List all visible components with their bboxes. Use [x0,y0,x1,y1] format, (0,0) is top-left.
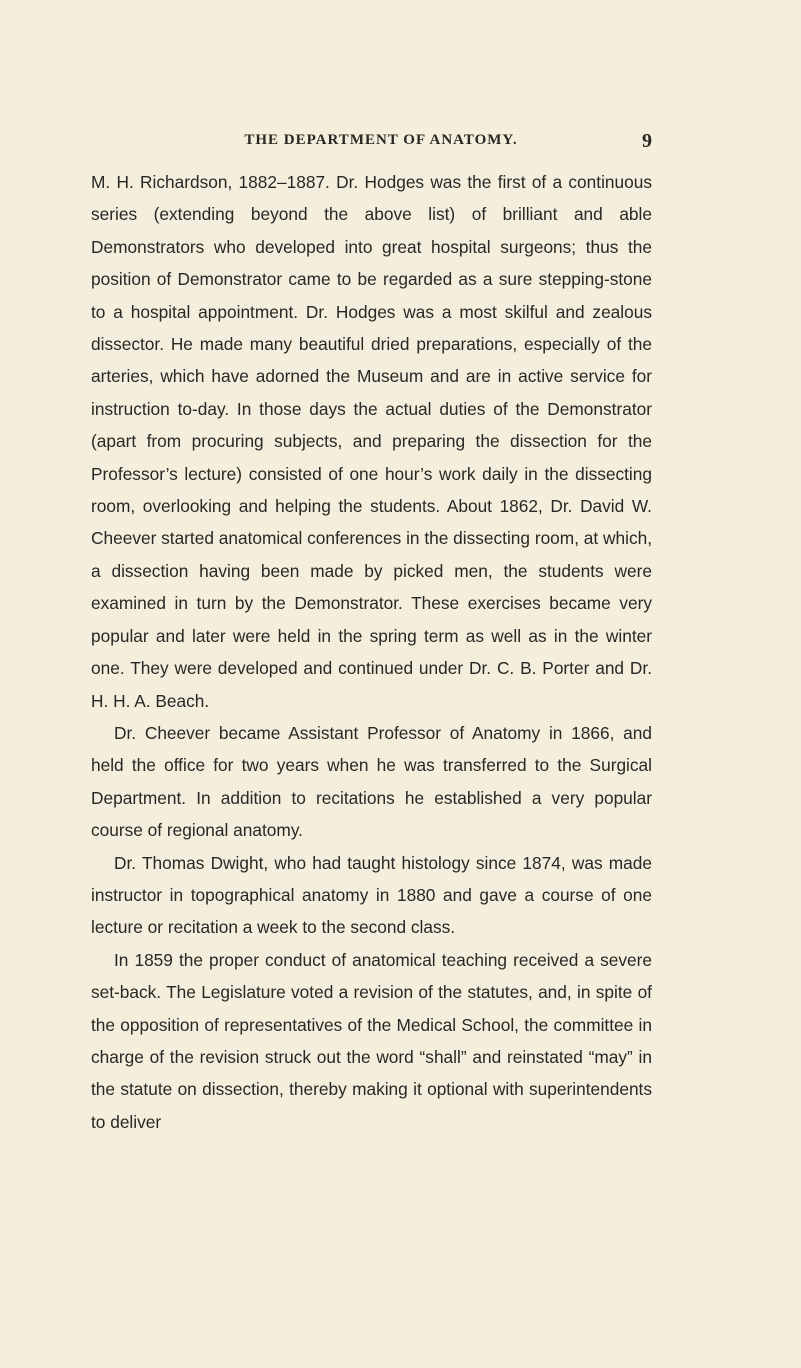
page-number: 9 [642,130,652,152]
paragraph-3: Dr. Thomas Dwight, who had taught histology since 1874, was made instructor in topographical anatomy in 1880 and gave a course of one lecture or recitation a week to the second class. [91,852,652,938]
paragraph-4: In 1859 the proper conduct of anatomical teaching received a severe set-back. The Legislature voted a revision of the statutes, and, in spite of the opposition of representatives of the Medical School, the committee in charge of the revision struck out the word “shall” and reinstated “may” in the statute on dissection, thereby making it optional with superintendents to deliver [91,949,652,1132]
chapter-title: THE DEPARTMENT OF ANATOMY. [244,132,518,148]
body-text [91,166,652,1138]
paragraph-1: M. H. Richardson, 1882–1887. Dr. Hodges was the first of a continuous series (extending beyond the above list) of brilliant and able Demonstrators who developed into great hospital surgeons; thus the position of Demonstrator came to be regarded as a sure stepping-stone to a hospital appointment. Dr. Hodges was a most skilful and zealous dissector. He made many beautiful dried preparations, especially of the arteries, which have adorned the Museum and are in active service for instruction to-day. In those days the actual duties of the Demonstrator (apart from procuring subjects, and preparing the dissection for the Professor’s lecture) consisted of one hour’s work daily in the dissecting room, overlooking and helping the students. About 1862, Dr. David W. Cheever started anatomical conferences in the dissecting room, at which, a dissection having been made by picked men, the students were examined in turn by the Demonstrator. These exercises became very popular and later were held in the spring term as well as in the winter one. They were developed and continued under Dr. C. B. Porter and Dr. H. H. A. Beach. [91,172,652,711]
running-head [90,130,652,154]
paragraph-2: Dr. Cheever became Assistant Professor of Anatomy in 1866, and held the office for two years when he was transferred to the Surgical Department. In addition to recitations he established a very popular course of regional anatomy. [91,722,652,841]
